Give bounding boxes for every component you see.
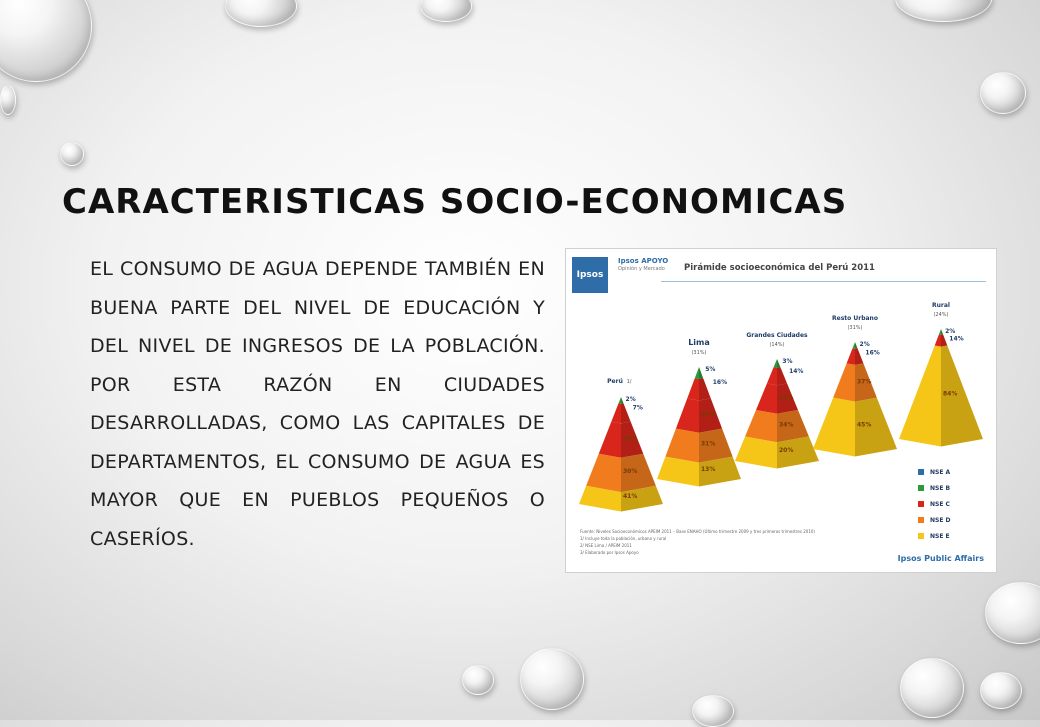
legend-label: NSE B — [930, 484, 951, 492]
water-drop — [985, 582, 1040, 644]
pyramid-value-label: 2% — [945, 328, 956, 335]
pyramid-value-label: 29% — [779, 394, 794, 402]
pyramid-category-note: (31%) — [847, 325, 863, 331]
pyramid-band — [676, 398, 699, 432]
pyramid-band — [735, 437, 777, 469]
legend-label: NSE A — [930, 468, 951, 476]
pyramid-band — [899, 346, 941, 447]
source-line: 1/ Incluye toda la población, urbano y rural — [580, 536, 667, 541]
legend-swatch — [918, 469, 924, 475]
legend-label: NSE E — [930, 532, 950, 540]
pyramid-category-note: (24%) — [933, 312, 949, 318]
pyramid-category-label: Resto Urbano — [832, 315, 878, 322]
brand-name: Ipsos APOYO — [618, 257, 669, 265]
legend-swatch — [918, 501, 924, 507]
legend-item — [918, 528, 951, 544]
legend-item — [918, 480, 951, 496]
pyramid-band-shade — [855, 342, 858, 349]
chart-legend — [918, 464, 951, 544]
water-drop — [0, 85, 16, 115]
pyramid-value-label: 2% — [625, 396, 636, 403]
footer-brand: Ipsos Public Affairs — [897, 554, 984, 563]
water-drop — [980, 672, 1022, 709]
brand-subtitle: Opinión y Mercado — [618, 266, 665, 272]
pyramid-2 — [657, 338, 741, 487]
legend-item — [918, 496, 951, 512]
pyramid-band-shade — [777, 367, 787, 385]
pyramid-value-label: 37% — [857, 378, 872, 386]
pyramid-value-label: 3% — [782, 358, 793, 365]
pyramid-value-label: 16% — [712, 379, 728, 387]
pyramid-value-label: 16% — [865, 349, 880, 357]
legend-swatch — [918, 517, 924, 523]
legend-item — [918, 512, 951, 528]
pyramid-5 — [899, 302, 983, 447]
pyramid-band-shade — [699, 378, 711, 400]
water-drop — [225, 0, 297, 27]
pyramid-band — [847, 348, 855, 364]
pyramid-band — [813, 398, 855, 457]
pyramid-value-label: 20% — [623, 435, 638, 443]
water-drop — [0, 0, 92, 82]
legend-label: NSE D — [930, 516, 951, 524]
legend-item — [918, 464, 951, 480]
pyramid-value-label: 20% — [779, 446, 794, 454]
water-drop — [900, 658, 964, 718]
pyramid-value-label: 35% — [701, 411, 716, 419]
legend-swatch — [918, 533, 924, 539]
pyramid-band — [939, 329, 941, 335]
water-drop — [420, 0, 472, 22]
pyramid-band — [833, 363, 855, 401]
pyramid-value-label: 34% — [779, 421, 794, 429]
body-text: EL CONSUMO DE AGUA DEPENDE TAMBIÉN EN BUENA PARTE DEL NIVEL DE EDUCACIÓN Y DEL NIVEL DE INGRESOS DE LA POBLACIÓN. POR ESTA RAZÓN EN CIUDADES DESARROLLADAS, COMO LAS CAPITALES DE DEPARTAMENTOS, EL CONSUMO DE AGUA ES MAYOR QUE EN PUEBLOS PEQUEÑOS O CASERÍOS. — [90, 258, 545, 550]
pyramid-band-shade — [621, 403, 631, 423]
pyramid-value-label: 7% — [632, 404, 643, 412]
pyramid-band — [756, 383, 777, 413]
ipsos-logo: Ipsos — [572, 257, 608, 293]
pyramid-band-shade — [941, 335, 947, 347]
source-line: 3/ Elaborado por Ipsos Apoyo — [580, 550, 639, 555]
water-drop — [60, 142, 84, 166]
pyramid-category-note: (14%) — [769, 342, 785, 348]
pyramid-value-label: 30% — [623, 467, 638, 475]
pyramid-category-note: 1/ — [626, 379, 632, 385]
pyramid-band-shade — [855, 348, 863, 364]
pyramid-3 — [735, 332, 819, 469]
pyramid-band — [687, 378, 699, 400]
pyramid-category-label: Lima — [688, 338, 710, 347]
pyramid-band — [695, 367, 699, 379]
legend-label: NSE C — [930, 500, 950, 508]
water-drop — [692, 695, 734, 727]
pyramid-value-label: 2% — [859, 341, 870, 348]
pyramid-value-label: 84% — [943, 390, 958, 398]
pyramid-band — [611, 403, 621, 423]
pyramid-category-label: Perú — [607, 378, 623, 385]
pyramid-value-label: 31% — [701, 440, 716, 448]
pyramid-band — [618, 397, 621, 404]
source-line: 2/ NSE Lima / APEIM 2011 — [580, 543, 632, 548]
pyramid-value-label: 13% — [701, 465, 716, 473]
legend-swatch — [918, 485, 924, 491]
pyramid-band — [767, 367, 777, 385]
pyramid-band-shade — [621, 397, 624, 404]
pyramid-band — [586, 454, 621, 492]
pyramid-value-label: 41% — [623, 492, 638, 500]
water-drop — [520, 648, 584, 710]
pyramid-band-shade — [941, 329, 943, 335]
pyramid-1 — [579, 378, 663, 512]
pyramid-band-shade — [777, 359, 780, 368]
pyramid-value-label: 5% — [705, 366, 716, 373]
pyramid-band — [774, 359, 777, 368]
water-drop — [980, 72, 1026, 114]
pyramid-band-shade — [699, 367, 703, 379]
pyramid-category-label: Grandes Ciudades — [746, 332, 808, 339]
pyramid-band — [935, 335, 941, 347]
water-drop — [462, 665, 494, 695]
pyramid-band — [852, 342, 855, 349]
water-drop — [895, 0, 992, 22]
pyramid-band — [599, 422, 621, 458]
chart-title: Pirámide socioeconómica del Perú 2011 — [684, 263, 875, 273]
pyramid-4 — [813, 315, 897, 457]
pyramid-value-label: 14% — [949, 335, 964, 343]
pyramid-chart — [565, 248, 997, 573]
pyramid-value-label: 45% — [857, 421, 872, 429]
slide-title: CARACTERISTICAS SOCIO-ECONOMICAS — [62, 182, 848, 222]
source-line: Fuente: Niveles Socioeconómicos APEIM 2011 – Base ENAHO (Último trimestre 2009 y tres primeros trimestres 2010) — [580, 529, 815, 534]
pyramid-value-label: 14% — [789, 368, 804, 376]
pyramid-category-note: (31%) — [691, 350, 707, 356]
pyramid-category-label: Rural — [932, 302, 950, 309]
source-notes — [580, 528, 815, 556]
